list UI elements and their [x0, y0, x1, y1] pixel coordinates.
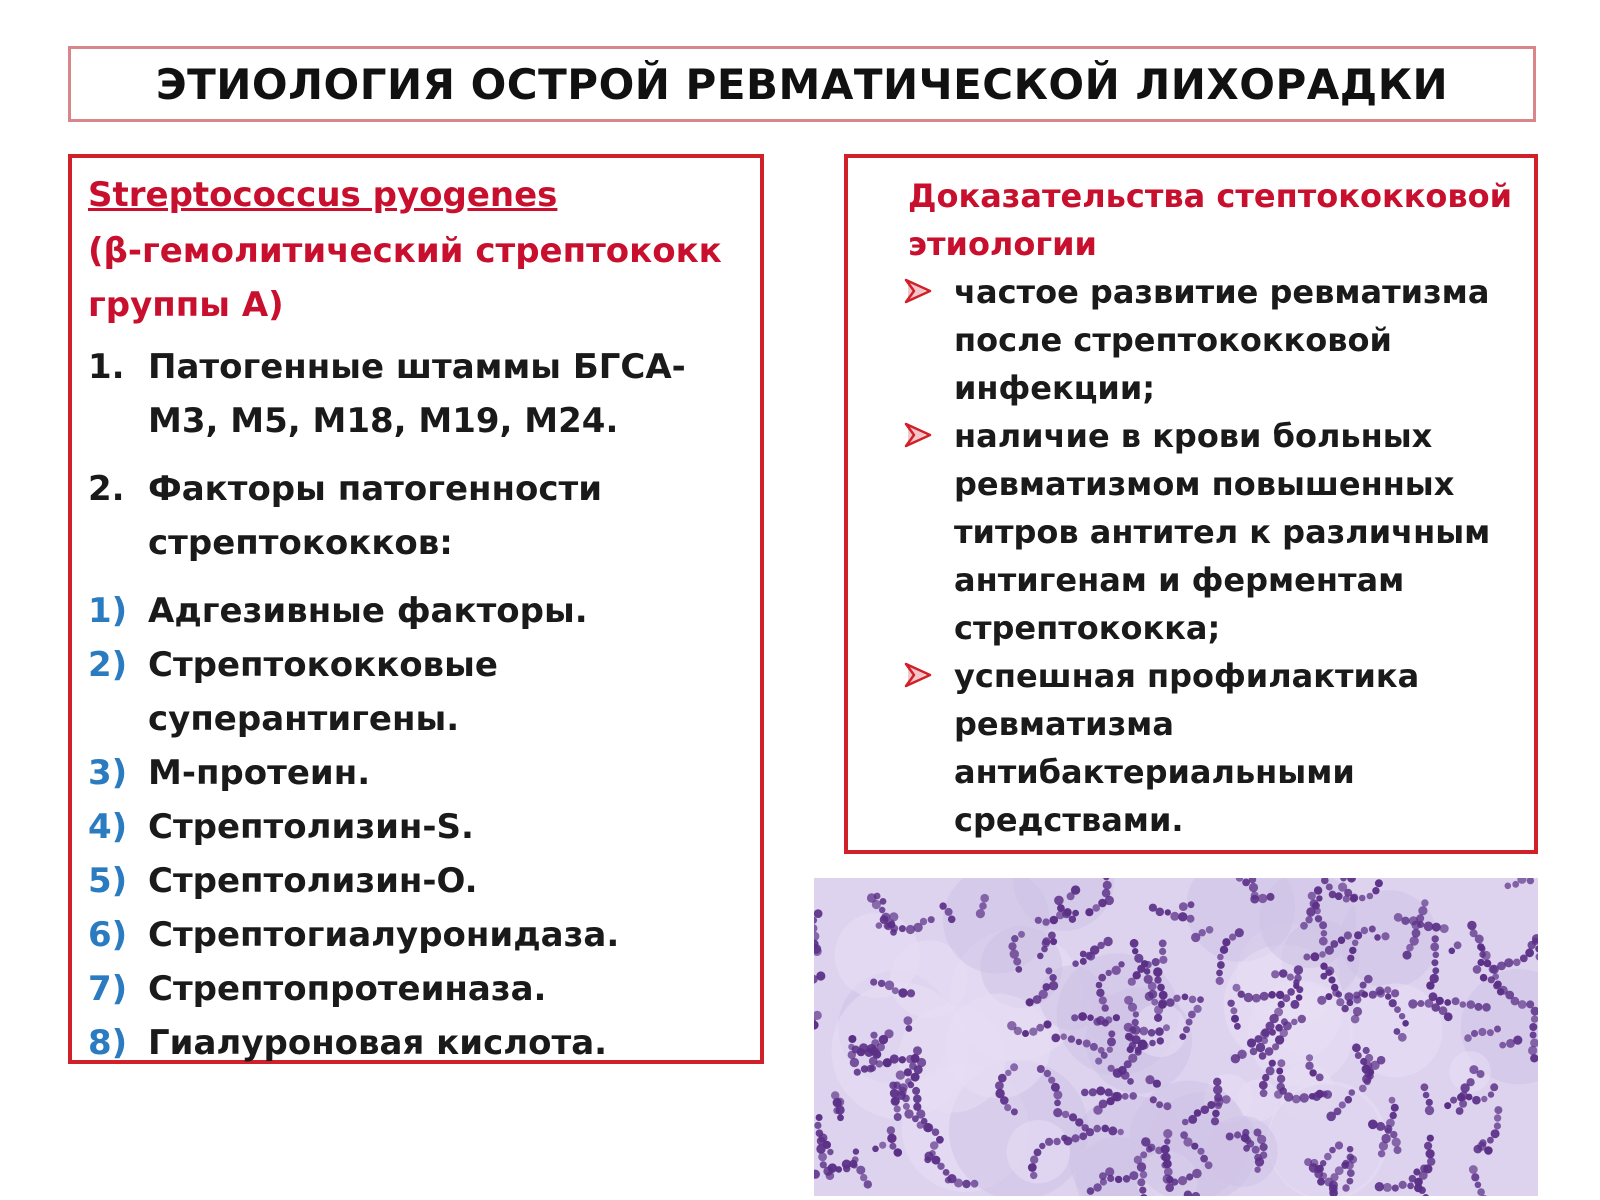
factor-text: Стрептококковые суперантигены. — [148, 645, 498, 739]
factor-number: 1) — [88, 591, 128, 631]
factor-item — [88, 908, 746, 962]
evidence-panel — [844, 154, 1538, 854]
factor-item — [88, 584, 746, 638]
arrow-bullet-icon — [904, 268, 954, 412]
species-name: Streptococcus pyogenes — [88, 175, 558, 215]
main-list — [88, 340, 746, 570]
list-text: Патогенные штаммы БГСА- М3, М5, М18, М19, М24. — [148, 347, 686, 441]
factor-number: 8) — [88, 1023, 128, 1063]
factor-item — [88, 854, 746, 908]
factor-number: 4) — [88, 807, 128, 847]
factor-item — [88, 962, 746, 1016]
factor-number: 5) — [88, 861, 128, 901]
slide-title: ЭТИОЛОГИЯ ОСТРОЙ РЕВМАТИЧЕСКОЙ ЛИХОРАДКИ — [155, 59, 1449, 109]
factor-item — [88, 1016, 746, 1070]
list-item — [88, 340, 746, 448]
factor-number: 7) — [88, 969, 128, 1009]
factor-item — [88, 638, 746, 746]
factor-text: Адгезивные факторы. — [148, 591, 588, 631]
factor-text: Стрептопротеиназа. — [148, 969, 547, 1009]
pathogen-panel — [68, 154, 764, 1064]
pathogenicity-factors-list — [88, 584, 746, 1070]
list-item — [88, 462, 746, 570]
factor-text: Стрептолизин-O. — [148, 861, 478, 901]
evidence-text: частое развитие ревматизма после стрептококковой инфекции; — [954, 273, 1490, 407]
factor-text: Гиалуроновая кислота. — [148, 1023, 608, 1063]
arrow-bullet-icon — [904, 412, 954, 652]
streptococcus-micrograph — [814, 878, 1538, 1196]
evidence-bullet — [904, 412, 1514, 652]
factor-item — [88, 746, 746, 800]
factor-text: Стрептолизин-S. — [148, 807, 474, 847]
factor-text: М-протеин. — [148, 753, 371, 793]
title-box — [68, 46, 1536, 122]
arrow-bullet-icon — [904, 652, 954, 844]
micrograph-image — [814, 878, 1538, 1196]
evidence-text: наличие в крови больных ревматизмом повышенных титров антител к различным антигенам и ферментам стрептококка; — [954, 417, 1491, 647]
factor-number: 3) — [88, 753, 128, 793]
factor-item — [88, 800, 746, 854]
evidence-bullet — [904, 652, 1514, 844]
species-description: (β-гемолитический стрептококк группы А) — [88, 231, 722, 325]
evidence-bullet — [904, 268, 1514, 412]
evidence-text: успешная профилактика ревматизма антибактериальными средствами. — [954, 657, 1420, 839]
factor-text: Стрептогиалуронидаза. — [148, 915, 620, 955]
list-number: 2. — [88, 469, 125, 509]
evidence-title: Доказательства стептококковой этиологии — [908, 177, 1513, 263]
factor-number: 6) — [88, 915, 128, 955]
factor-number: 2) — [88, 645, 128, 685]
list-number: 1. — [88, 347, 125, 387]
list-text: Факторы патогенности стрептококков: — [148, 469, 603, 563]
